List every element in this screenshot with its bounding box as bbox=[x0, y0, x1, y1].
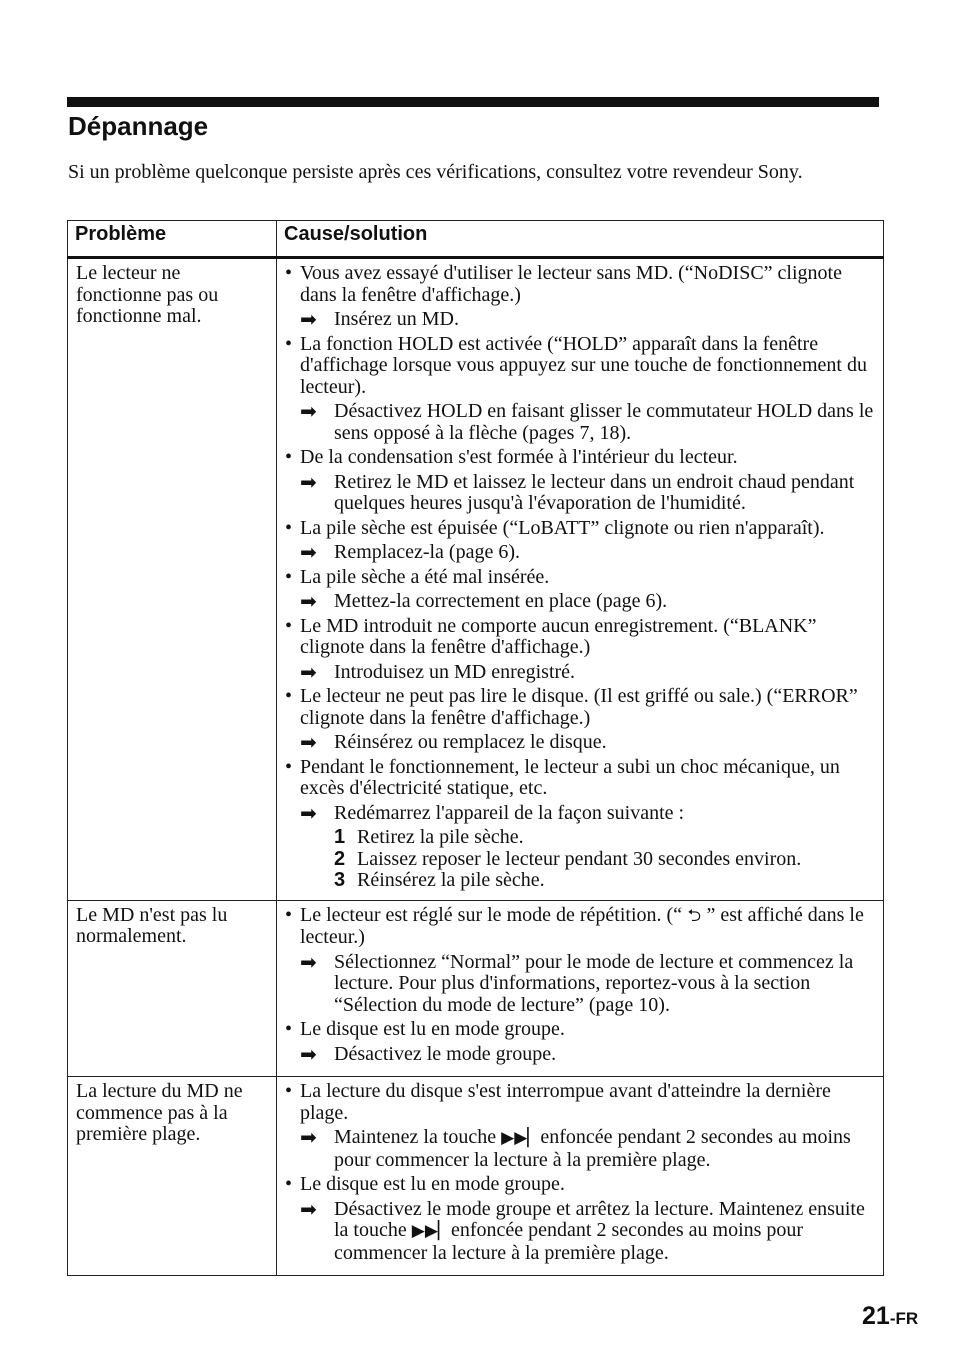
solution-item bbox=[285, 1127, 875, 1171]
right-arrow-icon: ➡ bbox=[300, 1041, 317, 1066]
right-arrow-icon: ➡ bbox=[300, 730, 317, 754]
step-text: Réinsérez la pile sèche. bbox=[357, 869, 545, 891]
page-number bbox=[862, 1302, 918, 1331]
cause-text: De la condensation s'est formée à l'intérieur du lecteur. bbox=[300, 446, 738, 468]
solution-text: Désactivez le mode groupe. bbox=[334, 1042, 557, 1065]
bullet-icon: • bbox=[285, 1080, 293, 1102]
solution-text: Redémarrez l'appareil de la façon suivante : bbox=[334, 801, 685, 824]
solution-item bbox=[285, 309, 875, 331]
step-item bbox=[285, 849, 875, 871]
page-title: Dépannage bbox=[68, 111, 209, 141]
cause-text: Le lecteur est réglé sur le mode de répétition. (“ bbox=[300, 903, 683, 926]
step-text: Retirez la pile sèche. bbox=[357, 826, 524, 848]
bullet-icon: • bbox=[285, 614, 293, 637]
step-item bbox=[285, 870, 875, 892]
problem-cell: Le MD n'est pas lu normalement. bbox=[68, 900, 277, 1077]
page-number-suffix: -FR bbox=[889, 1309, 919, 1328]
table-row bbox=[68, 1077, 884, 1276]
solution-item bbox=[285, 1041, 875, 1066]
table-row bbox=[68, 900, 884, 1077]
repeat-icon: ⮌ bbox=[682, 905, 707, 926]
page-number-value: 21 bbox=[862, 1302, 890, 1330]
solution-text: Maintenez la touche bbox=[334, 1126, 502, 1148]
solution-item bbox=[285, 949, 875, 1017]
problem-cell: Le lecteur ne fonctionne pas ou fonctionne mal. bbox=[68, 258, 277, 901]
column-header-cause-solution: Cause/solution bbox=[277, 221, 884, 258]
cause-text: Le disque est lu en mode groupe. bbox=[300, 1173, 565, 1195]
right-arrow-icon: ➡ bbox=[300, 659, 317, 684]
solution-text: Sélectionnez “Normal” pour le mode de lecture et commencez la lecture. Pour plus d'informations, reportez-vous à la section “Sélection du mode de lecture” (page 10). bbox=[334, 950, 854, 1016]
bullet-icon: • bbox=[285, 685, 293, 707]
bullet-icon: • bbox=[285, 1173, 293, 1195]
play-next-button-icon: ▶▶▏ bbox=[501, 1128, 541, 1148]
cause-item bbox=[285, 1019, 875, 1041]
bullet-icon: • bbox=[285, 516, 293, 539]
cause-text: Vous avez essayé d'utiliser le lecteur sans MD. (“NoDISC” clignote dans la fenêtre d'affichage.) bbox=[300, 262, 842, 306]
right-arrow-icon: ➡ bbox=[300, 540, 317, 564]
solution-item bbox=[285, 659, 875, 684]
right-arrow-icon: ➡ bbox=[300, 469, 317, 494]
right-arrow-icon: ➡ bbox=[300, 800, 317, 825]
intro-text: Si un problème quelconque persiste après ces vérifications, consultez votre revendeur Sony. bbox=[68, 161, 803, 183]
solution-text: Désactivez HOLD en faisant glisser le commutateur HOLD dans le sens opposé à la flèche (pages 7, 18). bbox=[334, 400, 874, 444]
table-row bbox=[68, 258, 884, 901]
cause-text: La pile sèche a été mal insérée. bbox=[300, 565, 550, 588]
solution-item bbox=[285, 401, 875, 444]
column-header-problem: Problème bbox=[68, 221, 277, 258]
solution-text: Désactivez le mode groupe et arrêtez la lecture. Maintenez ensuite la touche bbox=[334, 1197, 865, 1241]
cause-text: Pendant le fonctionnement, le lecteur a subi un choc mécanique, un excès d'électricité statique, etc. bbox=[300, 755, 840, 799]
cause-text: Le MD introduit ne comporte aucun enregistrement. (“BLANK” clignote dans la fenêtre d'affichage.) bbox=[300, 614, 817, 658]
right-arrow-icon: ➡ bbox=[300, 307, 317, 331]
solution-text: Introduisez un MD enregistré. bbox=[334, 660, 576, 683]
cause-text: La lecture du disque s'est interrompue avant d'atteindre la dernière plage. bbox=[300, 1080, 831, 1124]
solution-item bbox=[285, 1196, 875, 1265]
cause-item bbox=[285, 757, 875, 800]
bullet-icon: • bbox=[285, 755, 293, 778]
solution-text: Mettez-la correctement en place (page 6). bbox=[334, 590, 668, 612]
cause-item bbox=[285, 447, 875, 469]
solution-item bbox=[285, 542, 875, 564]
right-arrow-icon: ➡ bbox=[300, 399, 317, 423]
solution-text: Réinsérez ou remplacez le disque. bbox=[334, 731, 607, 753]
bullet-icon: • bbox=[285, 903, 293, 926]
right-arrow-icon: ➡ bbox=[300, 1125, 317, 1149]
solution-item bbox=[285, 591, 875, 613]
cause-item bbox=[285, 1174, 875, 1196]
step-text: Laissez reposer le lecteur pendant 30 secondes environ. bbox=[357, 847, 802, 870]
cause-text: La fonction HOLD est activée (“HOLD” apparaît dans la fenêtre d'affichage lorsque vous appuyez sur une touche de fonctionnement du lecteur). bbox=[300, 332, 867, 398]
cause-text: La pile sèche est épuisée (“LoBATT” clignote ou rien n'apparaît). bbox=[300, 516, 825, 539]
bullet-icon: • bbox=[285, 446, 293, 468]
right-arrow-icon: ➡ bbox=[300, 1196, 317, 1221]
cause-item bbox=[285, 518, 875, 540]
cause-item bbox=[285, 567, 875, 589]
solution-item bbox=[285, 732, 875, 754]
cause-item bbox=[285, 686, 875, 729]
bullet-icon: • bbox=[285, 332, 293, 355]
step-number: 1 bbox=[334, 826, 346, 848]
header-rule bbox=[67, 97, 879, 107]
step-number: 2 bbox=[334, 847, 346, 870]
cause-solution-cell bbox=[277, 900, 884, 1077]
step-item bbox=[285, 827, 875, 849]
step-number: 3 bbox=[334, 869, 346, 891]
right-arrow-icon: ➡ bbox=[300, 589, 317, 613]
cause-solution-cell bbox=[277, 258, 884, 901]
play-next-button-icon: ▶▶▏ bbox=[411, 1221, 451, 1241]
cause-text: Le lecteur ne peut pas lire le disque. (Il est griffé ou sale.) (“ERROR” clignote dans la fenêtre d'affichage.) bbox=[300, 685, 858, 729]
solution-item bbox=[285, 469, 875, 515]
cause-item bbox=[285, 263, 875, 306]
solution-text: Insérez un MD. bbox=[334, 308, 459, 330]
cause-solution-cell bbox=[277, 1077, 884, 1276]
problem-cell: La lecture du MD ne commence pas à la première plage. bbox=[68, 1077, 277, 1276]
bullet-icon: • bbox=[285, 262, 293, 284]
solution-item bbox=[285, 800, 875, 825]
bullet-icon: • bbox=[285, 1018, 293, 1040]
solution-text: enfoncée pendant 2 secondes au moins pour commencer la lecture à la première plage. bbox=[334, 1219, 804, 1264]
cause-text: Le disque est lu en mode groupe. bbox=[300, 1018, 565, 1040]
cause-text: ” est affiché dans le lecteur.) bbox=[300, 903, 864, 948]
cause-item bbox=[285, 1081, 875, 1124]
right-arrow-icon: ➡ bbox=[300, 949, 317, 974]
troubleshooting-table bbox=[67, 220, 884, 1276]
bullet-icon: • bbox=[285, 565, 293, 588]
solution-text: Remplacez-la (page 6). bbox=[334, 541, 521, 563]
cause-item bbox=[285, 905, 875, 949]
table-header-row bbox=[68, 221, 884, 258]
cause-item bbox=[285, 334, 875, 399]
cause-item bbox=[285, 616, 875, 659]
solution-text: Retirez le MD et laissez le lecteur dans un endroit chaud pendant quelques heures jusqu'à l'évaporation de l'humidité. bbox=[334, 470, 855, 514]
solution-text: enfoncée pendant 2 secondes au moins pour commencer la lecture à la première plage. bbox=[334, 1126, 851, 1171]
